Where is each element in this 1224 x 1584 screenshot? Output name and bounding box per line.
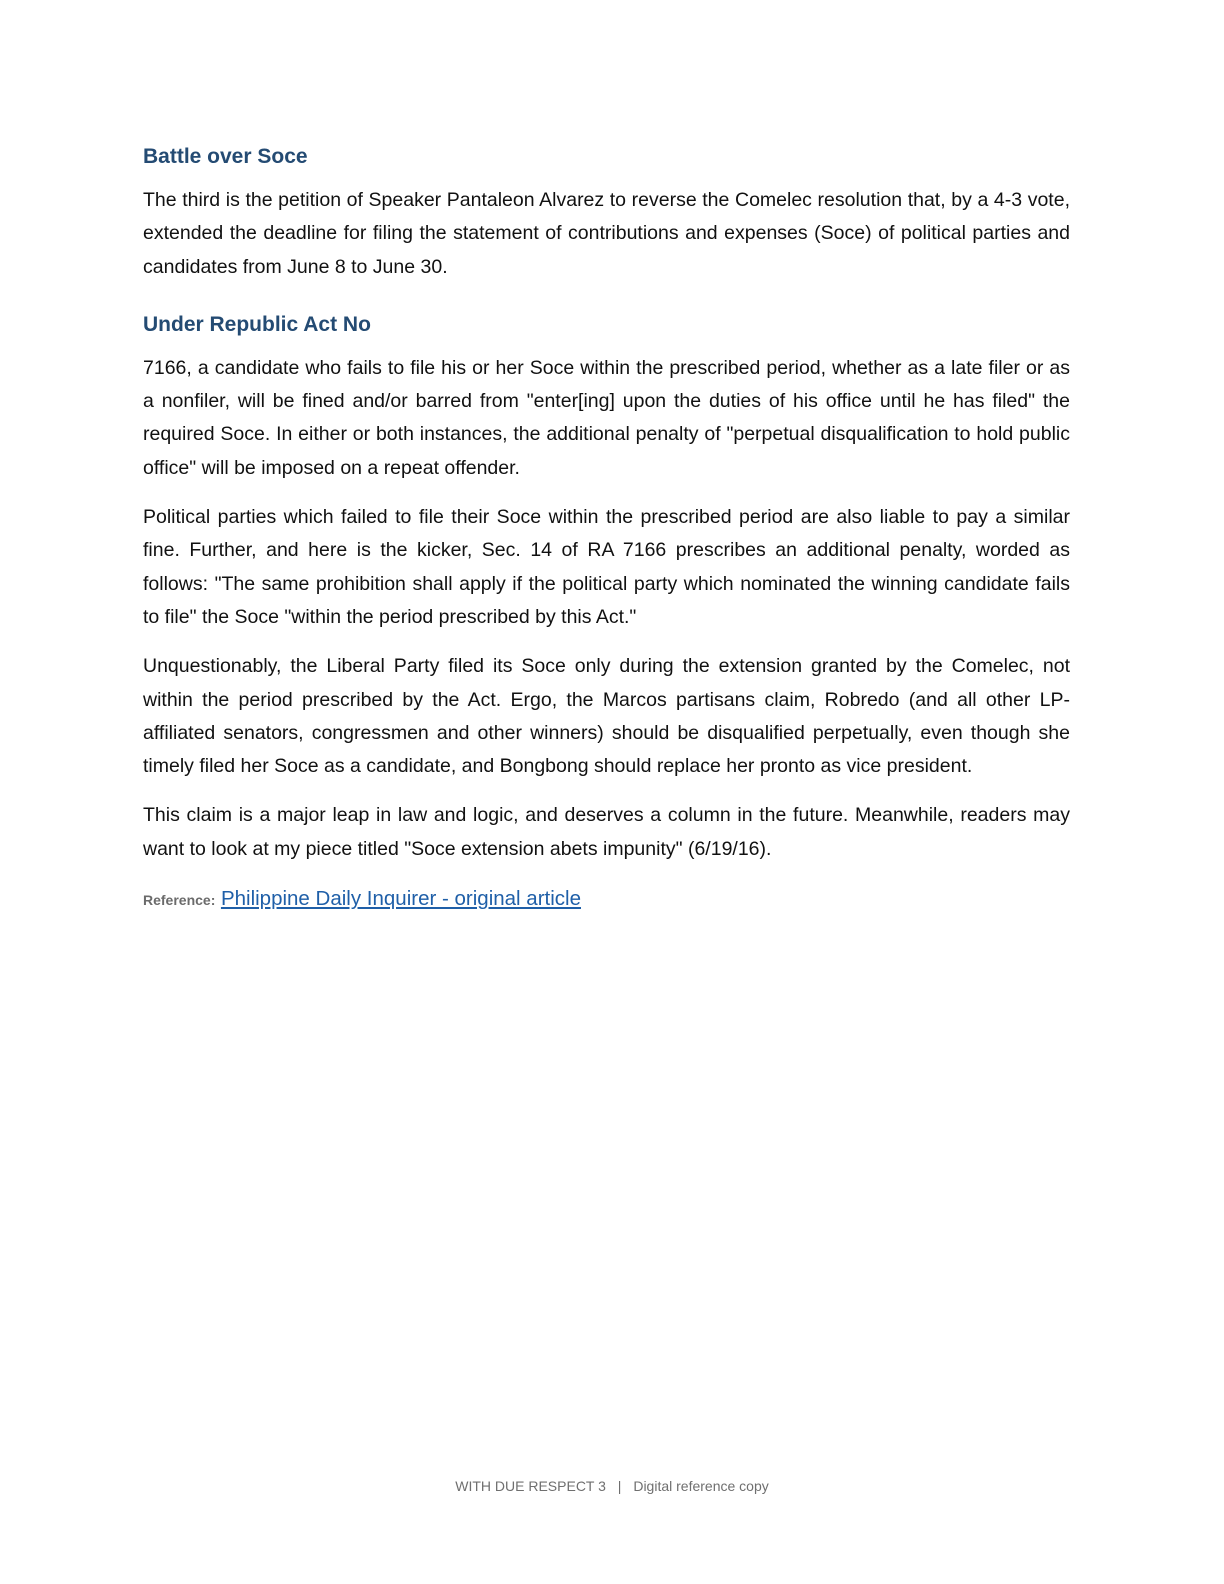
section-heading-republic-act: Under Republic Act No — [143, 312, 371, 336]
paragraph-claim: This claim is a major leap in law and logic, and deserves a column in the future. Meanwhile, readers may want to look at my piece titled "Soce extension abets impunity" (6/19/16). — [143, 804, 1070, 860]
section-heading-battle-over-soce: Battle over Soce — [143, 145, 308, 168]
document-body — [143, 142, 1070, 915]
reference-label: Reference: — [143, 892, 216, 909]
footer-note: Digital reference copy — [633, 1478, 769, 1494]
paragraph-petition: The third is the petition of Speaker Pantaleon Alvarez to reverse the Comelec resolution that, by a 4-3 vote, extended the deadline for filing the statement of contributions and expenses (Soce) of political parties and candidates from June 8 to June 30. — [143, 189, 1070, 278]
paragraph-liberal-party: Unquestionably, the Liberal Party filed its Soce only during the extension granted by the Comelec, not within the period prescribed by the Act. Ergo, the Marcos partisans claim, Robredo (and all other LP-affiliated senators, congressmen and other winners) should be disqualified perpetually, even though she timely filed her Soce as a candidate, and Bongbong should replace her pronto as vice president. — [143, 655, 1070, 778]
reference-line — [143, 884, 1070, 915]
paragraph-political-parties: Political parties which failed to file their Soce within the prescribed period are also liable to pay a similar fine. Further, and here is the kicker, Sec. 14 of RA 7166 prescribes an additional penalty, worded as follows: "The same prohibition shall apply if the political party which nominated the winning candidate fails to file" the Soce "within the period prescribed by this Act." — [143, 506, 1070, 628]
reference-link[interactable]: Philippine Daily Inquirer - original article — [220, 887, 581, 911]
paragraph-ra-7166: 7166, a candidate who fails to file his or her Soce within the prescribed period, whether as a late filer or as a nonfiler, will be fined and/or barred from "enter[ing] upon the duties of his office until he has filed" the required Soce. In either or both instances, the additional penalty of "perpetual disqualification to hold public office" will be imposed on a repeat offender. — [143, 356, 1070, 479]
page-footer — [0, 1478, 1224, 1494]
footer-title: WITH DUE RESPECT 3 — [455, 1478, 606, 1494]
footer-separator: | — [617, 1478, 622, 1494]
